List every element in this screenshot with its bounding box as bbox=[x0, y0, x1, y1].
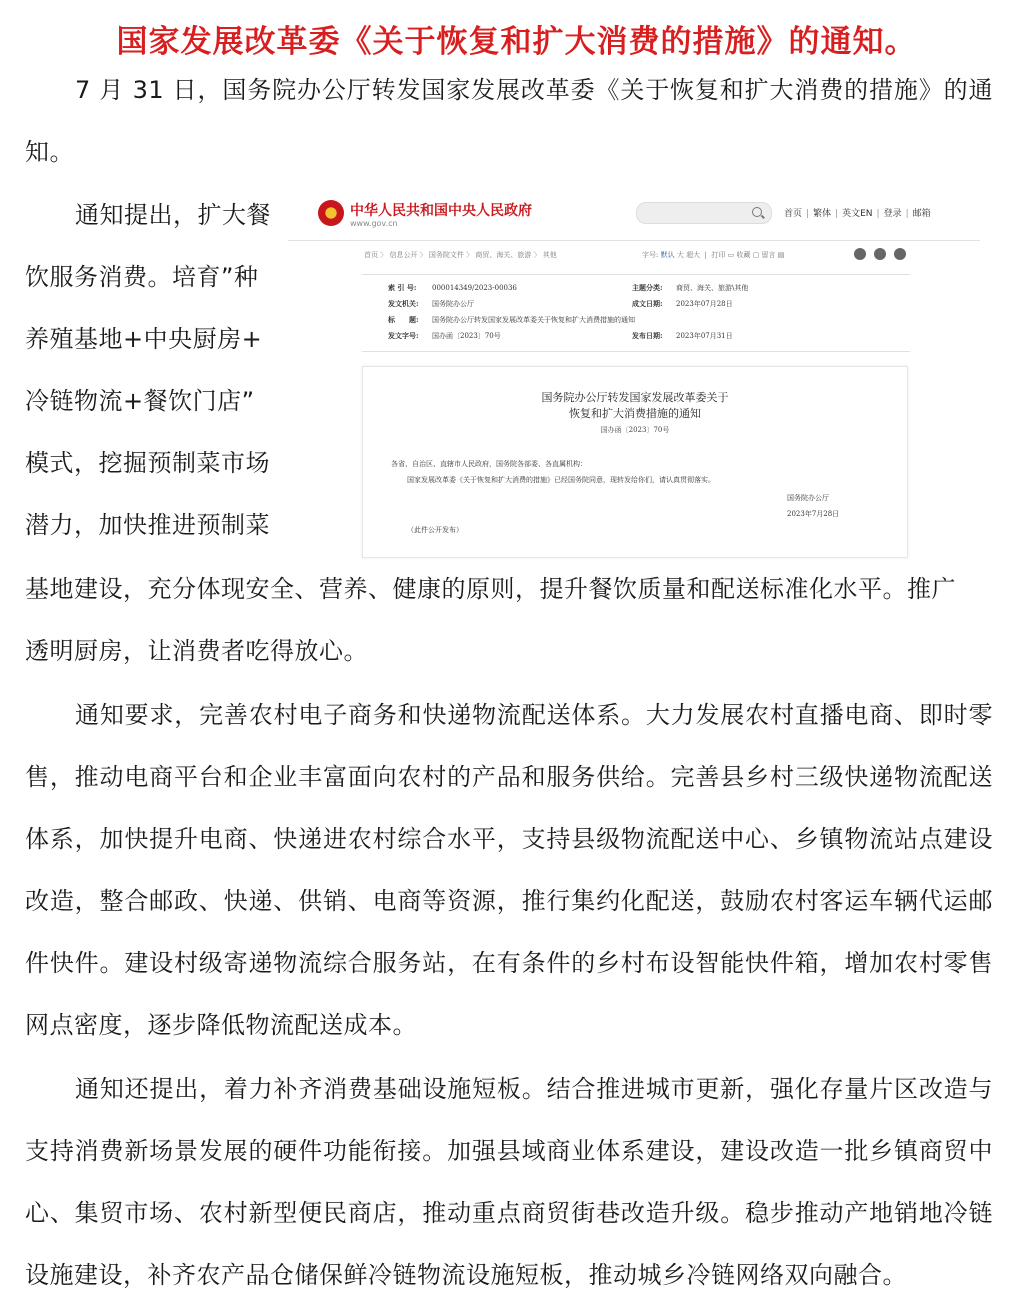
meta-label: 发布日期: bbox=[632, 331, 663, 340]
meta-value: 2023年07月28日 bbox=[676, 300, 733, 308]
p2-line: 透明厨房，让消费者吃得放心。 bbox=[25, 637, 368, 665]
p2-line: 模式，挖掘预制菜市场 bbox=[25, 449, 270, 477]
wechat-icon bbox=[874, 248, 886, 260]
top-nav: 首页 | 繁体 | 英文EN | 登录 | 邮箱 bbox=[784, 209, 931, 219]
meta-label: 成文日期: bbox=[632, 299, 663, 308]
page-tools: 字号: 默认 大 超大 | 打印 ▭ 收藏 ▢ 留言 ▤ bbox=[642, 251, 785, 259]
comment-label: 留言 bbox=[761, 251, 776, 259]
meta-value: 国务院办公厅转发国家发展改革委关于恢复和扩大消费措施的通知 bbox=[432, 316, 635, 324]
favorite-label: 收藏 bbox=[736, 251, 751, 259]
p2-line: 养殖基地+中央厨房+ bbox=[25, 325, 263, 353]
search-icon bbox=[752, 207, 762, 217]
font-large: 大 bbox=[676, 251, 684, 259]
breadcrumb: 首页 〉 信息公开 〉 国务院文件 〉 商贸、海关、旅游 〉 其他 bbox=[364, 251, 557, 259]
nav-item: 英文EN bbox=[842, 209, 873, 219]
font-default: 默认 bbox=[660, 251, 675, 259]
national-emblem-icon bbox=[318, 200, 344, 226]
print-label: 打印 bbox=[711, 251, 726, 259]
paragraph-4: 通知还提出，着力补齐消费基础设施短板。结合推进城市更新，强化存量片区改造与支持消费新场景发展的硬件功能衔接。加强县域商业体系建设，建设改造一批乡镇商贸中心、集贸市场、农村新型便民商店，推动重点商贸街巷改造升级。稳步推动产地销地冷链设施建设，补齐农产品仓储保鲜冷链物流设施短板，推动城乡冷链网络双向融合。 bbox=[25, 1075, 993, 1289]
doc-body: 国家发展改革委《关于恢复和扩大消费的措施》已经国务院同意，现转发给你们，请认真贯彻落实。 bbox=[407, 476, 715, 484]
paragraph-3: 通知要求，完善农村电子商务和快递物流配送体系。大力发展农村直播电商、即时零售，推动电商平台和企业丰富面向农村的产品和服务供给。完善县乡村三级快递物流配送体系，加快提升电商、快递进农村综合水平，支持县级物流配送中心、乡镇物流站点建设改造，整合邮政、快递、供销、电商等资源，推行集约化配送，鼓励农村客运车辆代运邮件快件。建设村级寄递物流综合服务站，在有条件的乡村布设智能快件箱，增加农村零售网点密度，逐步降低物流配送成本。 bbox=[25, 701, 993, 1039]
doc-number: 国办函〔2023〕70号 bbox=[600, 426, 670, 434]
p2-line: 冷链物流+餐饮门店” bbox=[25, 387, 255, 415]
nav-item: 首页 bbox=[784, 209, 803, 219]
meta-label: 索 引 号: bbox=[388, 283, 417, 292]
weibo-icon bbox=[854, 248, 866, 260]
doc-signer: 国务院办公厅 bbox=[787, 494, 829, 502]
meta-label: 主题分类: bbox=[632, 283, 663, 292]
doc-date: 2023年7月28日 bbox=[787, 510, 840, 518]
search-input bbox=[636, 202, 772, 224]
site-url: www.gov.cn bbox=[350, 219, 398, 228]
nav-item: 邮箱 bbox=[912, 209, 931, 219]
meta-label: 发文机关: bbox=[388, 299, 419, 308]
font-size-label: 字号: bbox=[642, 251, 659, 259]
p2-line: 基地建设，充分体现安全、营养、健康的原则，提升餐饮质量和配送标准化水平。推广 bbox=[25, 575, 956, 603]
meta-value: 国务院办公厅 bbox=[432, 300, 474, 308]
doc-title-line: 国务院办公厅转发国家发展改革委关于 bbox=[541, 391, 729, 404]
p2-line: 饮服务消费。培育”种 bbox=[25, 263, 259, 291]
qq-icon bbox=[894, 248, 906, 260]
gov-document-screenshot bbox=[288, 188, 980, 558]
meta-value: 2023年07月31日 bbox=[676, 332, 733, 340]
p2-line: 通知提出，扩大餐 bbox=[75, 201, 271, 229]
document-meta bbox=[362, 274, 910, 352]
meta-value: 000014349/2023-00036 bbox=[432, 284, 517, 292]
p2-line: 潜力，加快推进预制菜 bbox=[25, 511, 270, 539]
doc-recipients: 各省、自治区、直辖市人民政府，国务院各部委、各直属机构： bbox=[391, 460, 587, 468]
meta-value: 商贸、海关、旅游\其他 bbox=[676, 284, 749, 292]
nav-item: 繁体 bbox=[813, 209, 832, 219]
font-xl: 超大 bbox=[686, 251, 701, 259]
header-divider bbox=[288, 240, 980, 241]
site-name: 中华人民共和国中央人民政府 bbox=[350, 203, 532, 219]
document-card bbox=[362, 366, 908, 558]
meta-label: 标 题: bbox=[388, 315, 419, 324]
nav-item: 登录 bbox=[883, 209, 902, 219]
meta-label: 发文字号: bbox=[388, 331, 419, 340]
meta-value: 国办函〔2023〕70号 bbox=[432, 332, 501, 340]
page-title: 国家发展改革委《关于恢复和扩大消费的措施》的通知。 bbox=[116, 24, 917, 60]
intro-paragraph: 7 月 31 日，国务院办公厅转发国家发展改革委《关于恢复和扩大消费的措施》的通知。 bbox=[25, 76, 993, 166]
doc-note: （此件公开发布） bbox=[407, 526, 463, 534]
doc-title-line: 恢复和扩大消费措施的通知 bbox=[569, 407, 701, 420]
